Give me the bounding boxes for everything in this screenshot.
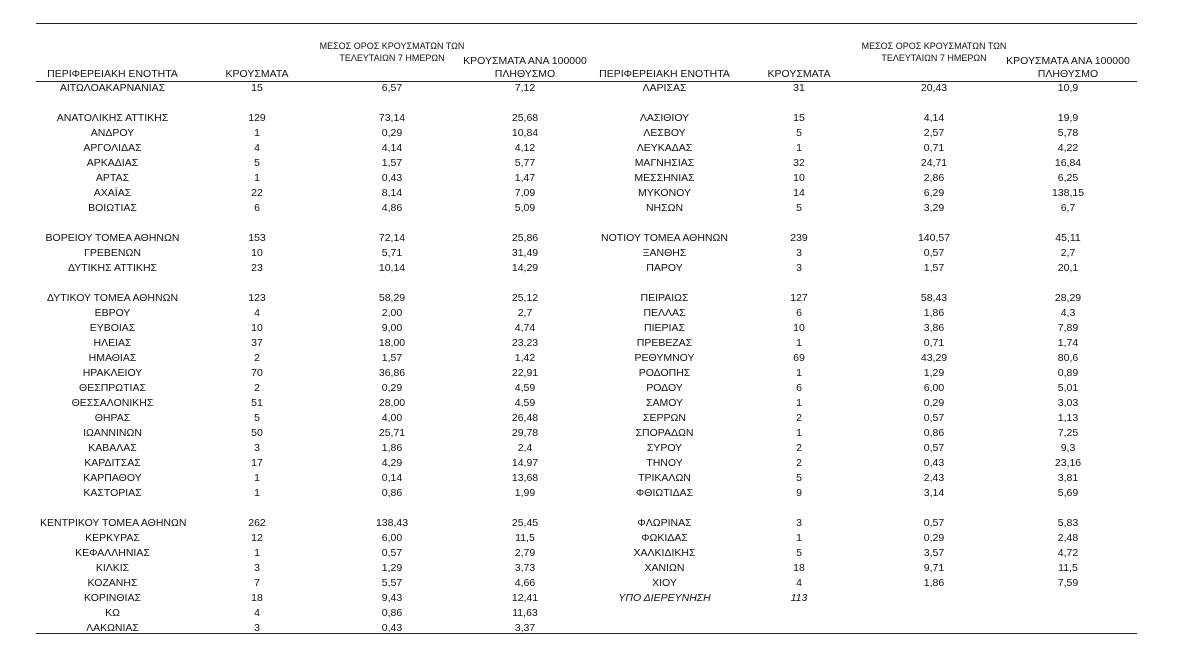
left-cell-cases: 18 bbox=[251, 592, 263, 604]
right-cell-per: 5,83 bbox=[1057, 517, 1079, 529]
left-cell-name: ΚΕΦΑΛΛΗΝΙΑΣ bbox=[75, 547, 150, 559]
left-cell-name: ΑΡΚΑΔΙΑΣ bbox=[86, 157, 139, 169]
right-cell-avg bbox=[860, 591, 1008, 606]
right-cell-name: ΠΙΕΡΙΑΣ bbox=[644, 322, 685, 334]
right-cell-cases: 1 bbox=[796, 427, 802, 439]
left-cell-name: ΗΡΑΚΛΕΙΟΥ bbox=[82, 367, 143, 379]
left-cell-per: 10,84 bbox=[511, 127, 539, 139]
left-cell-name: ΓΡΕΒΕΝΩΝ bbox=[84, 247, 141, 259]
left-cell-avg: 138,43 bbox=[375, 517, 409, 529]
left-cell-name: ΑΙΤΩΛΟΑΚΑΡΝΑΝΙΑΣ bbox=[59, 82, 166, 94]
left-cell-name: ΘΗΡΑΣ bbox=[94, 412, 131, 424]
right-cell-avg: 24,71 bbox=[920, 157, 948, 169]
right-cell-per: 2,7 bbox=[1060, 247, 1076, 259]
right-cell-avg: 0,71 bbox=[923, 142, 945, 154]
right-cell-per: 20,1 bbox=[1057, 262, 1079, 274]
right-cell-cases: 1 bbox=[796, 142, 802, 154]
right-cell-cases: 2 bbox=[796, 412, 802, 424]
right-cell-name: ΦΛΩΡΙΝΑΣ bbox=[637, 517, 692, 529]
left-cell-cases: 262 bbox=[248, 517, 266, 529]
left-cell-cases: 10 bbox=[251, 247, 263, 259]
right-cell-name: ΡΕΘΥΜΝΟΥ bbox=[634, 352, 695, 364]
right-cell-avg: 140,57 bbox=[917, 232, 951, 244]
right-cell-name: ΡΟΔΟΥ bbox=[646, 382, 683, 394]
left-cell-avg: 9,43 bbox=[381, 592, 403, 604]
right-cell-cases: 18 bbox=[793, 562, 805, 574]
right-cell-cases: 2 bbox=[796, 442, 802, 454]
left-cell-avg: 1,57 bbox=[381, 352, 403, 364]
right-cell-name: ΠΑΡΟΥ bbox=[646, 262, 683, 274]
right-cell-cases: 3 bbox=[796, 247, 802, 259]
right-cell-cases: 127 bbox=[790, 292, 808, 304]
left-cell-cases: 15 bbox=[251, 82, 263, 94]
left-cell-avg: 5,57 bbox=[381, 577, 403, 589]
right-cell-name: ΧΑΛΚΙΔΙΚΗΣ bbox=[633, 547, 696, 559]
left-cell-name: ΚΩ bbox=[105, 607, 120, 619]
left-cell-cases: 5 bbox=[254, 157, 260, 169]
right-cell-avg: 1,86 bbox=[923, 577, 945, 589]
right-cell-cases: 69 bbox=[793, 352, 805, 364]
left-cell-avg: 10,14 bbox=[378, 262, 406, 274]
left-cell-per: 7,12 bbox=[514, 82, 536, 94]
left-cell-per: 11,63 bbox=[512, 607, 538, 619]
right-cell-cases: 5 bbox=[796, 472, 802, 484]
left-cell-name: ΗΛΕΙΑΣ bbox=[93, 337, 132, 349]
left-cell-name: ΘΕΣΣΑΛΟΝΙΚΗΣ bbox=[71, 397, 154, 409]
left-cell-per: 25,86 bbox=[511, 232, 539, 244]
left-cell-cases: 1 bbox=[254, 127, 260, 139]
right-cell-per bbox=[998, 591, 1138, 606]
right-cell-per: 9,3 bbox=[1060, 442, 1076, 454]
right-cell-per: 19,9 bbox=[1057, 112, 1079, 124]
right-cell-avg: 9,71 bbox=[923, 562, 945, 574]
left-header-cases: ΚΡΟΥΣΜΑΤΑ bbox=[225, 68, 289, 80]
left-cell-name: ΕΥΒΟΙΑΣ bbox=[89, 322, 136, 334]
left-cell-name: ΚΕΝΤΡΙΚΟΥ ΤΟΜΕΑ ΑΘΗΝΩΝ bbox=[40, 517, 187, 529]
left-cell-per: 4,74 bbox=[514, 322, 536, 334]
left-cell-name: ΚΑΡΠΑΘΟΥ bbox=[83, 472, 142, 484]
left-cell-avg: 4,14 bbox=[381, 142, 403, 154]
right-cell-cases: 1 bbox=[796, 337, 802, 349]
left-cell-cases: 1 bbox=[254, 487, 260, 499]
right-header-avg7: ΜΕΣΟΣ ΟΡΟΣ ΚΡΟΥΣΜΑΤΩΝ ΤΩΝ ΤΕΛΕΥΤΑΙΩΝ 7 ΗΜΕΡΩΝ bbox=[861, 41, 1007, 63]
right-cell-avg: 2,43 bbox=[923, 472, 945, 484]
left-cell-name: ΚΕΡΚΥΡΑΣ bbox=[85, 532, 140, 544]
left-cell-avg: 0,43 bbox=[381, 172, 403, 184]
left-cell-avg: 0,86 bbox=[381, 607, 403, 619]
left-cell-avg: 0,57 bbox=[381, 547, 403, 559]
right-cell-name: ΜΑΓΝΗΣΙΑΣ bbox=[634, 157, 695, 169]
left-cell-cases: 3 bbox=[254, 562, 260, 574]
left-cell-avg: 4,29 bbox=[381, 457, 403, 469]
right-cell-cases: 6 bbox=[796, 307, 802, 319]
left-cell-name: ΒΟΡΕΙΟΥ ΤΟΜΕΑ ΑΘΗΝΩΝ bbox=[45, 232, 180, 244]
left-header-region: ΠΕΡΙΦΕΡΕΙΑΚΗ ΕΝΟΤΗΤΑ bbox=[47, 68, 178, 80]
left-cell-cases: 2 bbox=[254, 382, 260, 394]
left-cell-avg: 58,29 bbox=[378, 292, 406, 304]
right-cell-per: 45,11 bbox=[1055, 232, 1081, 244]
left-cell-name: ΙΩΑΝΝΙΝΩΝ bbox=[83, 427, 142, 439]
right-cell-cases: 10 bbox=[793, 322, 805, 334]
left-cell-avg: 9,00 bbox=[381, 322, 403, 334]
right-cell-per: 3,81 bbox=[1057, 472, 1079, 484]
right-cell-avg: 1,29 bbox=[923, 367, 945, 379]
right-cell-name: ΛΕΥΚΑΔΑΣ bbox=[636, 142, 693, 154]
left-cell-name: ΒΟΙΩΤΙΑΣ bbox=[88, 202, 137, 214]
left-cell-per: 14,29 bbox=[511, 262, 539, 274]
right-cell-name: ΣΑΜΟΥ bbox=[645, 397, 684, 409]
right-cell-name: ΣΠΟΡΑΔΩΝ bbox=[635, 427, 694, 439]
left-cell-name: ΚΟΖΑΝΗΣ bbox=[87, 577, 138, 589]
right-cell-avg: 3,29 bbox=[923, 202, 945, 214]
left-cell-cases: 2 bbox=[254, 352, 260, 364]
left-cell-avg: 4,86 bbox=[381, 202, 403, 214]
left-cell-per: 25,12 bbox=[511, 292, 539, 304]
right-cell-per: 16,84 bbox=[1054, 157, 1082, 169]
left-cell-name: ΑΝΑΤΟΛΙΚΗΣ ΑΤΤΙΚΗΣ bbox=[56, 112, 169, 124]
right-cell-avg: 58,43 bbox=[920, 292, 948, 304]
right-cell-per: 28,29 bbox=[1054, 292, 1082, 304]
left-cell-avg: 5,71 bbox=[381, 247, 403, 259]
left-cell-per: 5,77 bbox=[514, 157, 536, 169]
left-cell-avg: 1,86 bbox=[381, 442, 403, 454]
right-cell-name: ΝΗΣΩΝ bbox=[645, 202, 684, 214]
left-cell-avg: 4,00 bbox=[381, 412, 403, 424]
left-cell-avg: 1,29 bbox=[381, 562, 403, 574]
left-cell-per: 31,49 bbox=[511, 247, 539, 259]
left-cell-per: 4,59 bbox=[514, 382, 536, 394]
left-cell-cases: 22 bbox=[251, 187, 263, 199]
left-cell-cases: 10 bbox=[251, 322, 263, 334]
right-cell-name: ΛΑΣΙΘΙΟΥ bbox=[639, 112, 690, 124]
right-cell-per: 4,3 bbox=[1060, 307, 1076, 319]
left-cell-cases: 4 bbox=[254, 142, 260, 154]
left-cell-cases: 5 bbox=[254, 412, 260, 424]
right-cell-cases: 4 bbox=[796, 577, 802, 589]
right-cell-cases: 1 bbox=[796, 397, 802, 409]
right-cell-per: 80,6 bbox=[1057, 352, 1079, 364]
left-cell-cases: 4 bbox=[254, 307, 260, 319]
right-cell-per: 5,01 bbox=[1057, 382, 1079, 394]
right-cell-name: ΝΟΤΙΟΥ ΤΟΜΕΑ ΑΘΗΝΩΝ bbox=[601, 232, 728, 244]
right-cell-avg: 3,57 bbox=[923, 547, 945, 559]
left-cell-cases: 6 bbox=[254, 202, 260, 214]
top-rule bbox=[36, 23, 1137, 24]
left-cell-per: 25,45 bbox=[511, 517, 539, 529]
right-cell-name: ΧΙΟΥ bbox=[652, 577, 677, 589]
left-cell-avg: 0,86 bbox=[381, 487, 403, 499]
right-cell-per: 0,89 bbox=[1057, 367, 1079, 379]
right-cell-name: ΠΕΙΡΑΙΩΣ bbox=[640, 292, 689, 304]
left-cell-cases: 1 bbox=[254, 172, 260, 184]
left-cell-cases: 1 bbox=[254, 472, 260, 484]
right-cell-avg: 0,29 bbox=[923, 532, 945, 544]
left-cell-avg: 0,29 bbox=[381, 382, 403, 394]
right-cell-per: 138,15 bbox=[1051, 187, 1085, 199]
left-cell-name: ΑΡΤΑΣ bbox=[95, 172, 130, 184]
left-cell-name: ΑΡΓΟΛΙΔΑΣ bbox=[83, 142, 142, 154]
left-cell-per: 2,4 bbox=[517, 442, 533, 454]
right-cell-cases: 5 bbox=[796, 127, 802, 139]
left-cell-per: 4,66 bbox=[514, 577, 536, 589]
left-cell-name: ΑΝΔΡΟΥ bbox=[90, 127, 135, 139]
right-cell-per: 10,9 bbox=[1057, 82, 1079, 94]
right-cell-name: ΣΥΡΟΥ bbox=[646, 442, 683, 454]
right-cell-per: 4,72 bbox=[1057, 547, 1079, 559]
left-cell-per: 3,37 bbox=[514, 622, 536, 634]
left-cell-avg: 1,57 bbox=[381, 157, 403, 169]
right-cell-avg: 2,86 bbox=[923, 172, 945, 184]
left-cell-per: 25,68 bbox=[511, 112, 539, 124]
left-cell-avg: 28,00 bbox=[378, 397, 406, 409]
left-cell-avg: 72,14 bbox=[378, 232, 406, 244]
left-cell-avg: 0,14 bbox=[381, 472, 403, 484]
left-cell-cases: 123 bbox=[248, 292, 266, 304]
left-cell-avg: 18,00 bbox=[378, 337, 406, 349]
left-cell-avg: 0,29 bbox=[381, 127, 403, 139]
right-cell-cases: 10 bbox=[793, 172, 805, 184]
right-cell-avg: 1,86 bbox=[923, 307, 945, 319]
left-cell-per: 13,68 bbox=[511, 472, 539, 484]
right-cell-name: ΡΟΔΟΠΗΣ bbox=[638, 367, 691, 379]
right-cell-per: 6,7 bbox=[1060, 202, 1076, 214]
left-cell-per: 26,48 bbox=[511, 412, 539, 424]
right-cell-name: ΜΕΣΣΗΝΙΑΣ bbox=[634, 172, 695, 184]
right-cell-cases: 1 bbox=[796, 367, 802, 379]
left-cell-per: 2,7 bbox=[517, 307, 533, 319]
left-cell-name: ΗΜΑΘΙΑΣ bbox=[88, 352, 137, 364]
right-cell-cases: 31 bbox=[793, 82, 805, 94]
left-cell-cases: 1 bbox=[254, 547, 260, 559]
left-cell-avg: 36,86 bbox=[378, 367, 406, 379]
left-header-per100k: ΚΡΟΥΣΜΑΤΑ ΑΝΑ 100000 ΠΛΗΘΥΣΜΟ bbox=[463, 55, 587, 80]
right-cell-per: 2,48 bbox=[1057, 532, 1079, 544]
left-cell-cases: 37 bbox=[251, 337, 263, 349]
left-cell-cases: 51 bbox=[251, 397, 263, 409]
right-cell-cases: 5 bbox=[796, 202, 802, 214]
right-cell-avg: 0,57 bbox=[923, 442, 945, 454]
left-cell-name: ΛΑΚΩΝΙΑΣ bbox=[86, 622, 139, 634]
right-cell-cases: 32 bbox=[793, 157, 805, 169]
left-cell-cases: 7 bbox=[254, 577, 260, 589]
left-cell-per: 12,41 bbox=[511, 592, 539, 604]
right-cell-per: 1,13 bbox=[1057, 412, 1079, 424]
left-cell-name: ΔΥΤΙΚΟΥ ΤΟΜΕΑ ΑΘΗΝΩΝ bbox=[46, 292, 179, 304]
left-cell-cases: 70 bbox=[251, 367, 263, 379]
left-cell-name: ΘΕΣΠΡΩΤΙΑΣ bbox=[79, 382, 146, 394]
left-header-avg7: ΜΕΣΟΣ ΟΡΟΣ ΚΡΟΥΣΜΑΤΩΝ ΤΩΝ ΤΕΛΕΥΤΑΙΩΝ 7 ΗΜΕΡΩΝ bbox=[319, 41, 465, 63]
right-cell-cases: 3 bbox=[796, 517, 802, 529]
right-cell-per: 5,69 bbox=[1057, 487, 1079, 499]
left-cell-name: ΚΙΛΚΙΣ bbox=[95, 562, 130, 574]
right-cell-name: ΠΕΛΛΑΣ bbox=[643, 307, 686, 319]
left-cell-name: ΑΧΑΪΑΣ bbox=[93, 187, 132, 199]
right-cell-cases: 9 bbox=[796, 487, 802, 499]
left-cell-per: 4,12 bbox=[514, 142, 536, 154]
right-cell-name: ΤΡΙΚΑΛΩΝ bbox=[638, 472, 691, 484]
right-cell-per: 4,22 bbox=[1057, 142, 1079, 154]
left-cell-name: ΔΥΤΙΚΗΣ ΑΤΤΙΚΗΣ bbox=[67, 262, 158, 274]
left-cell-per: 7,09 bbox=[514, 187, 536, 199]
right-cell-cases: 113 bbox=[790, 592, 808, 604]
right-cell-name: ΦΘΙΩΤΙΔΑΣ bbox=[635, 487, 694, 499]
right-cell-avg: 4,14 bbox=[923, 112, 945, 124]
left-cell-cases: 129 bbox=[248, 112, 266, 124]
left-cell-per: 3,73 bbox=[514, 562, 536, 574]
left-cell-cases: 12 bbox=[251, 532, 263, 544]
right-cell-avg: 6,00 bbox=[923, 382, 945, 394]
right-cell-name: ΥΠΟ ΔΙΕΡΕΥΝΗΣΗ bbox=[618, 592, 711, 604]
right-cell-avg: 20,43 bbox=[920, 82, 948, 94]
right-cell-name: ΣΕΡΡΩΝ bbox=[643, 412, 686, 424]
left-cell-per: 29,78 bbox=[511, 427, 539, 439]
left-cell-avg: 6,57 bbox=[381, 82, 403, 94]
left-cell-cases: 153 bbox=[248, 232, 266, 244]
right-cell-per: 7,59 bbox=[1057, 577, 1079, 589]
left-cell-cases: 50 bbox=[251, 427, 263, 439]
right-cell-avg: 2,57 bbox=[923, 127, 945, 139]
left-cell-per: 4,59 bbox=[514, 397, 536, 409]
left-cell-avg: 73,14 bbox=[378, 112, 406, 124]
right-cell-avg: 0,86 bbox=[923, 427, 945, 439]
right-cell-cases: 15 bbox=[793, 112, 805, 124]
right-cell-name: ΛΕΣΒΟΥ bbox=[643, 127, 686, 139]
left-cell-cases: 23 bbox=[251, 262, 263, 274]
left-cell-name: ΕΒΡΟΥ bbox=[94, 307, 131, 319]
left-cell-cases: 3 bbox=[254, 442, 260, 454]
right-cell-cases: 239 bbox=[790, 232, 808, 244]
left-cell-per: 5,09 bbox=[514, 202, 536, 214]
left-cell-avg: 0,43 bbox=[381, 622, 403, 634]
right-cell-per: 1,74 bbox=[1057, 337, 1079, 349]
left-cell-per: 22,91 bbox=[511, 367, 539, 379]
right-cell-cases: 6 bbox=[796, 382, 802, 394]
left-cell-per: 14,97 bbox=[511, 457, 539, 469]
left-cell-name: ΚΑΒΑΛΑΣ bbox=[88, 442, 137, 454]
right-cell-avg: 6,29 bbox=[923, 187, 945, 199]
right-cell-cases: 3 bbox=[796, 262, 802, 274]
right-cell-cases: 1 bbox=[796, 532, 802, 544]
left-cell-per: 1,99 bbox=[514, 487, 536, 499]
left-cell-name: ΚΑΡΔΙΤΣΑΣ bbox=[84, 457, 141, 469]
right-cell-per: 6,25 bbox=[1057, 172, 1079, 184]
right-cell-name: ΞΑΝΘΗΣ bbox=[642, 247, 687, 259]
right-cell-cases: 5 bbox=[796, 547, 802, 559]
right-cell-per: 7,25 bbox=[1057, 427, 1079, 439]
left-cell-avg: 6,00 bbox=[381, 532, 403, 544]
right-header-per100k: ΚΡΟΥΣΜΑΤΑ ΑΝΑ 100000 ΠΛΗΘΥΣΜΟ bbox=[1006, 55, 1130, 80]
right-cell-avg: 0,71 bbox=[923, 337, 945, 349]
right-cell-cases: 14 bbox=[793, 187, 805, 199]
right-cell-per: 23,16 bbox=[1054, 457, 1082, 469]
right-cell-avg: 0,57 bbox=[923, 517, 945, 529]
left-cell-cases: 17 bbox=[251, 457, 263, 469]
left-cell-name: ΚΟΡΙΝΘΙΑΣ bbox=[84, 592, 141, 604]
right-cell-avg: 43,29 bbox=[920, 352, 948, 364]
left-cell-avg: 25,71 bbox=[378, 427, 406, 439]
right-cell-avg: 1,57 bbox=[923, 262, 945, 274]
right-cell-name: ΠΡΕΒΕΖΑΣ bbox=[636, 337, 693, 349]
left-cell-cases: 3 bbox=[254, 622, 260, 634]
right-cell-avg: 3,14 bbox=[923, 487, 945, 499]
right-cell-name: ΤΗΝΟΥ bbox=[646, 457, 683, 469]
right-cell-avg: 0,29 bbox=[923, 397, 945, 409]
right-cell-per: 11,5 bbox=[1058, 562, 1078, 574]
left-cell-per: 23,23 bbox=[511, 337, 539, 349]
right-cell-per: 7,89 bbox=[1057, 322, 1079, 334]
left-cell-cases: 4 bbox=[254, 607, 260, 619]
left-cell-per: 1,47 bbox=[514, 172, 536, 184]
right-header-cases: ΚΡΟΥΣΜΑΤΑ bbox=[767, 68, 831, 80]
right-cell-name: ΧΑΝΙΩΝ bbox=[644, 562, 685, 574]
right-cell-avg: 0,43 bbox=[923, 457, 945, 469]
left-cell-name: ΚΑΣΤΟΡΙΑΣ bbox=[83, 487, 142, 499]
right-cell-avg: 3,86 bbox=[923, 322, 945, 334]
right-cell-name: ΦΩΚΙΔΑΣ bbox=[641, 532, 688, 544]
right-cell-avg: 0,57 bbox=[923, 247, 945, 259]
right-header-region: ΠΕΡΙΦΕΡΕΙΑΚΗ ΕΝΟΤΗΤΑ bbox=[599, 68, 730, 80]
left-cell-per: 11,5 bbox=[515, 532, 535, 544]
right-cell-name: ΜΥΚΟΝΟΥ bbox=[637, 187, 691, 199]
left-cell-avg: 2,00 bbox=[381, 307, 403, 319]
right-cell-avg: 0,57 bbox=[923, 412, 945, 424]
right-cell-per: 5,78 bbox=[1057, 127, 1079, 139]
right-cell-cases: 2 bbox=[796, 457, 802, 469]
right-cell-name: ΛΑΡΙΣΑΣ bbox=[642, 82, 687, 94]
right-cell-per: 3,03 bbox=[1057, 397, 1079, 409]
left-cell-per: 1,42 bbox=[514, 352, 536, 364]
left-cell-per: 2,79 bbox=[514, 547, 536, 559]
left-cell-avg: 8,14 bbox=[381, 187, 403, 199]
